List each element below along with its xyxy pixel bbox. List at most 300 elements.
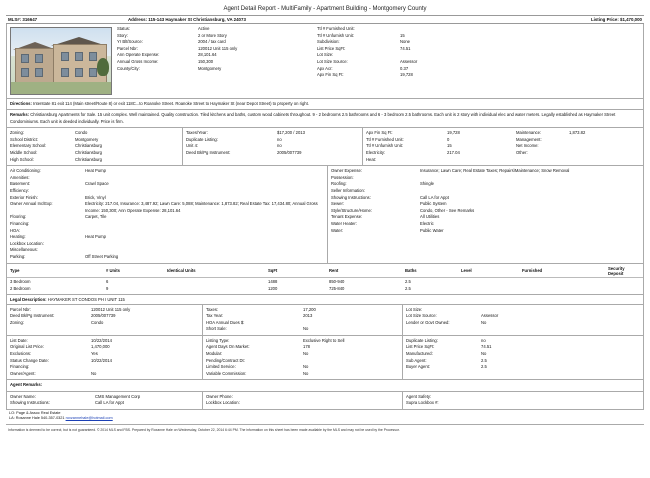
field-value: Heat Pump [85,234,106,240]
field-row [117,33,309,40]
field-label: Heating: [10,234,26,240]
field-label: Taxes: [206,306,219,312]
field-label: Miscellaneous: [10,247,38,253]
agent-column-1 [7,392,202,409]
field-label: Middle School: [10,150,38,155]
field-row [186,143,359,150]
field-row [10,168,324,175]
field-row [406,320,640,327]
features-left [7,166,327,262]
legal-description-row [6,295,644,305]
field-row [206,344,399,351]
field-label: Duplicate Listing: [186,136,218,142]
field-row [206,364,399,371]
field-label: Apx Fin Sq Ft: [366,130,393,136]
field-label: Variable Commission: [206,370,247,376]
field-value: 2005/007739 [277,150,302,155]
window-shape [89,68,97,77]
address-label: Address: [128,17,148,22]
field-label: School District: [10,136,38,142]
field-row [10,234,324,241]
summary-column-3 [433,26,643,96]
mls-label: MLS#: [8,17,22,22]
field-value: Assessor [481,313,499,319]
lawn-shape [11,82,111,94]
field-row [10,157,179,164]
field-value: None [400,39,411,45]
field-value: Yes [91,351,98,357]
field-label: County/City: [117,65,140,71]
page-title: Agent Detail Report - MultiFamily - Apartment Building - Montgomery County [223,6,427,12]
field-value: 0.37 [400,65,409,71]
listing-column-3 [402,336,643,380]
summary-column-1 [113,26,313,96]
field-row [406,358,640,365]
field-row [10,313,199,320]
parcel-column-2 [202,305,402,335]
field-label: Unit 4: [186,143,199,149]
field-row [317,59,429,66]
field-row [331,214,640,221]
field-label: Possession: [331,174,354,180]
field-label: Management: [516,136,542,142]
field-row [406,307,640,314]
window-shape [35,68,43,77]
field-label: Ttl # Furnished Unit: [317,26,355,31]
table-row [7,277,643,285]
directions-label: Directions: [10,101,32,106]
window-shape [21,68,29,77]
field-value: 2.5 [481,357,487,363]
cell-baths: 2.5 [405,278,411,284]
cell-identical [164,285,265,292]
field-label: Roofing: [331,181,347,187]
field-value: Christiansburg [75,143,102,149]
field-value: 74.51 [481,344,492,350]
parcel-column-1 [7,305,202,335]
field-value: Exclusive Right to Sell [303,337,345,343]
cell-security-deposit [605,277,643,285]
field-row [317,52,429,59]
mls-number [8,17,128,22]
parcel-section [6,305,644,336]
listing-price-value: $1,470,000 [620,17,642,22]
field-label: Listing Type: [206,337,230,343]
field-row [317,72,429,79]
property-photo[interactable] [10,27,112,95]
field-label: Supra Lockbox #: [406,400,439,406]
field-row [10,344,199,351]
window-shape [89,52,97,61]
field-label: Story: [117,32,128,38]
field-value: 150,300 [198,58,214,64]
field-value: 10/22/2014 [91,337,112,343]
field-label: Lot Size Source: [406,313,437,319]
field-label: Manufactured: [406,351,433,357]
zoning-column-2 [182,128,362,165]
field-label: Financing: [10,364,30,370]
field-row [206,326,399,333]
field-label: Deed Bk/Pg Instrument: [186,150,231,155]
cell-rent: 725-840 [329,285,345,291]
col-sqft: SqFt [265,265,326,278]
cell-identical [164,277,265,285]
field-row [206,394,399,401]
directions-row [6,99,644,110]
field-label: Parcel Nbr: [10,306,31,312]
field-label: HOA Annual Dues $: [206,319,245,325]
mls-value: 316647 [22,17,38,22]
field-row [406,351,640,358]
address-value: 115-143 Haymaker St Christiansburg, VA 24073 [148,17,246,22]
field-value: No [481,319,487,325]
listing-price-label: Listing Price: [590,17,619,22]
field-row [10,137,179,144]
listing-price [502,17,642,22]
field-value: 2004 / tax card [198,39,226,45]
field-row [10,195,324,202]
field-label: Duplicate Listing: [406,337,438,343]
field-row [186,137,359,144]
field-label: Ttl # Furnished Unit: [366,136,404,142]
field-value: Off Street Parking [85,253,119,259]
field-value: Insurance; Lawn Care; Real Estate Taxes; Repairs\Maintenance; Snow Removal [420,168,570,174]
field-row [331,221,640,228]
col-type: Type [7,265,103,278]
cell-furnished [519,277,605,285]
field-label: Lender or Govt Owned: [406,319,450,325]
field-value: 17,200 [303,306,316,312]
field-row [366,157,516,164]
field-row [406,313,640,320]
field-row [10,247,324,254]
field-value: CMS Management Corp [95,393,141,399]
field-label: Parking: [10,253,26,259]
field-row [10,241,324,248]
cell-rent: 850-940 [329,278,345,284]
cell-sqft: 1200 [268,285,278,291]
listing-office-line [6,410,644,423]
identity-row [6,15,644,24]
field-label: Electricity: [366,150,386,155]
field-label: Water Heater: [331,220,357,226]
field-label: Ttl # Unfurnish Unit: [317,32,355,38]
field-value: No [303,370,309,376]
property-address [128,17,502,22]
cell-type: 2 Bedroom [10,285,31,291]
field-row [331,201,640,208]
field-value: Shingle [420,181,434,187]
window-shape [75,68,83,77]
field-label: Lot Size Source: [317,58,348,64]
field-label: Air Conditioning: [10,168,41,174]
table-header-row [7,265,643,278]
field-value: 2013 [303,313,313,319]
window-shape [61,52,69,61]
remarks-text: Christiansburg Apartments for Sale. 15 unit complex. Well maintained. Quality construction. Tiled kitchens and baths, custom wood cabinets throughout. 9 - 2 bedrooms 2.5 bathrooms and 6 - 3 bedroom 2.5 bathrooms. Each unit is 2 story with individual elec and water meters. Legally established as Haymaker Street Condominiums. Each unit is deeded individually. Price is firm. [10,112,616,124]
field-row [406,338,640,345]
field-row [206,320,399,327]
field-row [10,143,179,150]
field-row [206,307,399,314]
field-label: Flooring: [10,214,27,220]
field-value: no [481,337,486,343]
field-row [117,46,309,53]
field-label: Ttl # Unfurnish Unit: [366,143,404,149]
field-value: All Utilities [420,214,440,220]
field-label: Owner Annual Inc/Exp: [10,201,53,207]
listing-office: LO: Page & Assoc Real Estate [9,411,61,416]
summary-section [6,24,644,99]
cell-level [458,277,519,285]
field-row [186,130,359,137]
col-security-deposit: Security Deposit [605,265,643,278]
field-row [331,168,640,175]
field-label: Sewer: [331,201,345,207]
field-row [317,66,429,73]
field-label: Owner/Agent: [10,370,36,376]
photo-cell [7,24,113,98]
field-label: Seller Information: [331,187,365,193]
col-furnished: Furnished [519,265,605,278]
field-label: Efficiency: [10,187,30,193]
field-label: Zoning: [10,319,24,325]
field-label: Parcel Nbr: [117,45,138,51]
window-shape [75,52,83,61]
field-value: No [91,370,97,376]
field-row [10,351,199,358]
field-row [10,307,199,314]
field-value: Call LA for Appt [95,400,124,406]
field-row [366,150,516,157]
field-row [206,371,399,378]
field-label: Financing: [10,220,30,226]
cell-units: 6 [106,278,109,284]
field-value: Brick, Vinyl [85,194,106,200]
field-label: Exclusions: [10,351,32,357]
field-row [366,137,516,144]
agent-email-link[interactable]: roxzannehale@hotmail.com [65,416,113,421]
cell-baths: 2.5 [405,285,411,291]
field-label: Deed Bk/Pg Instrument: [10,313,55,319]
agent-column-2 [202,392,402,409]
field-row [516,150,640,157]
field-value: Condo [91,319,104,325]
field-value: Christiansburg [75,156,102,162]
field-label: Net Income: [516,143,539,149]
field-label: Ann Operate Expense: [117,52,160,58]
summary-column-2 [313,26,433,96]
cell-type: 3 Bedroom [10,278,31,284]
tree-shape [97,58,109,76]
field-label: HOA: [10,227,21,233]
col-level: Level [458,265,519,278]
field-value: Christiansburg [75,150,102,155]
field-label: List Date: [10,337,28,343]
field-label: Lot Size: [317,52,334,58]
field-value: 10/22/2014 [91,357,112,363]
field-row [206,400,399,407]
field-value: Condo, Other - See Remarks [420,207,475,213]
units-table [7,265,643,292]
field-value: Public Water [420,227,444,233]
field-row [10,364,199,371]
field-row [10,221,324,228]
field-row [10,175,324,182]
field-label: Taxes/Year: [186,130,208,136]
field-value: Crawl Space [85,181,109,187]
field-value: Public System [420,201,447,207]
field-row [10,214,324,221]
field-row [10,254,324,261]
cell-security-deposit [605,285,643,292]
listing-column-1 [7,336,202,380]
field-value: Montgomery [75,136,99,142]
field-row [10,130,179,137]
field-row [10,201,324,214]
zoning-column-3 [362,128,643,165]
field-value: No [481,351,487,357]
field-row [10,394,199,401]
parcel-column-3 [402,305,643,335]
field-label: Elementary School: [10,143,47,149]
field-label: Agent Days On Market: [206,344,250,350]
field-label: Tenant Expense: [331,214,363,220]
field-label: Owner Name: [10,393,36,399]
field-row [117,39,309,46]
field-value: 1,470,000 [91,344,110,350]
field-row [10,338,199,345]
listing-column-2 [202,336,402,380]
field-value: 1,873.82 [569,130,586,136]
agent-remarks-header [6,380,644,391]
field-label: Water: [331,227,344,233]
listing-info-section [6,336,644,381]
field-row [331,195,640,202]
table-row [7,285,643,292]
col-units: # Units [103,265,164,278]
zoning-column-1 [7,128,182,165]
field-row [406,344,640,351]
field-row [10,228,324,235]
field-label: Owner Phone: [206,393,233,399]
field-label: Status: [117,26,131,31]
field-value: 2005/007739 [91,313,116,319]
field-row [317,46,429,53]
legal-text: HAYMAKER ST CONDOS PH I UNIT 115 [47,296,125,302]
field-value: 19,728 [447,130,460,136]
field-value: no [277,136,282,142]
field-value: No [303,351,309,357]
features-right [327,166,643,262]
units-section [6,264,644,295]
features-section [6,166,644,263]
field-value: Active [198,26,210,31]
listing-agent-name: LA: Rosanne Hale 540-357-0321 [9,416,66,421]
field-value: 15 [400,32,405,38]
field-value: Heat Pump [85,168,106,174]
footer-disclaimer: Information is deemed to be correct, but is not guaranteed. © 2014 MLS and FBS. Prepared by Roxanne Hale on Wednesday, October 22, 2014 6:44 PM. The information on this sheet has been made available by the MLS and may not be used by the Processor. [6,424,644,433]
field-row [206,313,399,320]
field-row [10,181,324,188]
field-value: Montgomery [198,65,222,71]
field-value: Condo [75,130,88,136]
field-row [516,130,640,137]
field-value: 0 [447,136,450,142]
field-row [331,181,640,188]
field-label: Tax Year: [206,313,224,319]
field-row [117,26,309,33]
remarks-label: Remarks: [10,112,30,118]
directions-text: Interstate 81 exit 114 (Main street/Route 8) or exit 118C...to Roanoke Street. Roanoke Street to Haymaker St (near Depot Street) to property on right. [33,101,309,106]
cell-furnished [519,285,605,292]
legal-label: Legal Description: [10,296,47,302]
field-label: Short Sale: [206,326,227,332]
field-row [366,130,516,137]
field-value: 120012 Unit 115 only [91,306,131,312]
field-label: Style/Structure/Home: [331,207,372,213]
cell-units: 9 [106,285,109,291]
field-row [331,228,640,235]
agent-section [6,392,644,410]
field-label: Lockbox Location: [206,400,240,406]
field-label: Yr Blt/Source: [117,39,143,45]
field-value: 19,728 [400,72,413,78]
window-shape [61,68,69,77]
field-label: Showing Instructions: [10,400,50,406]
field-value: $17,200 / 2013 [277,130,305,136]
field-label: Annual Gross Income: [117,58,159,64]
field-row [516,137,640,144]
field-value: Call LA for Appt [420,194,449,200]
field-row [331,188,640,195]
field-row [317,33,429,40]
field-label: High School: [10,156,34,162]
field-label: Status Change Date: [10,357,49,363]
field-row [186,150,359,157]
field-value: Electricity: 217.04, Insurance: 3,487.92; Lawn Care: 5,088; Maintenance: 1,873.82; Real Estate Tax: 17,434.80; Annual Gross Income: 150,300; Ann Operate Expense: 28,101.64 [85,201,318,213]
field-row [406,400,640,407]
field-row [206,338,399,345]
field-label: List Price SqFt: [317,45,346,51]
col-baths: Baths [402,265,458,278]
field-row [10,400,199,407]
field-label: Lockbox Location: [10,240,44,246]
field-label: Subdivision: [317,39,340,45]
field-label: Heat: [366,156,377,162]
field-label: Amenities: [10,174,30,180]
field-row [317,26,429,33]
field-row [331,208,640,215]
field-label: Pending/Contract Dt: [206,357,245,363]
field-value: 74.51 [400,45,411,51]
field-label: Basement: [10,181,31,187]
field-value: Electric [420,220,434,226]
listing-agent [9,416,641,421]
cell-sqft: 1488 [268,278,278,284]
field-label: Apx Acr: [317,65,333,71]
field-row [331,175,640,182]
remarks-row [6,110,644,128]
field-row [10,358,199,365]
field-label: Original List Price: [10,344,44,350]
field-value: No [303,364,309,370]
cell-level [458,285,519,292]
agent-remarks-label: Agent Remarks: [10,382,43,388]
field-label: Modular: [206,351,223,357]
field-row [10,188,324,195]
field-label: Buyer Agent: [406,364,430,370]
